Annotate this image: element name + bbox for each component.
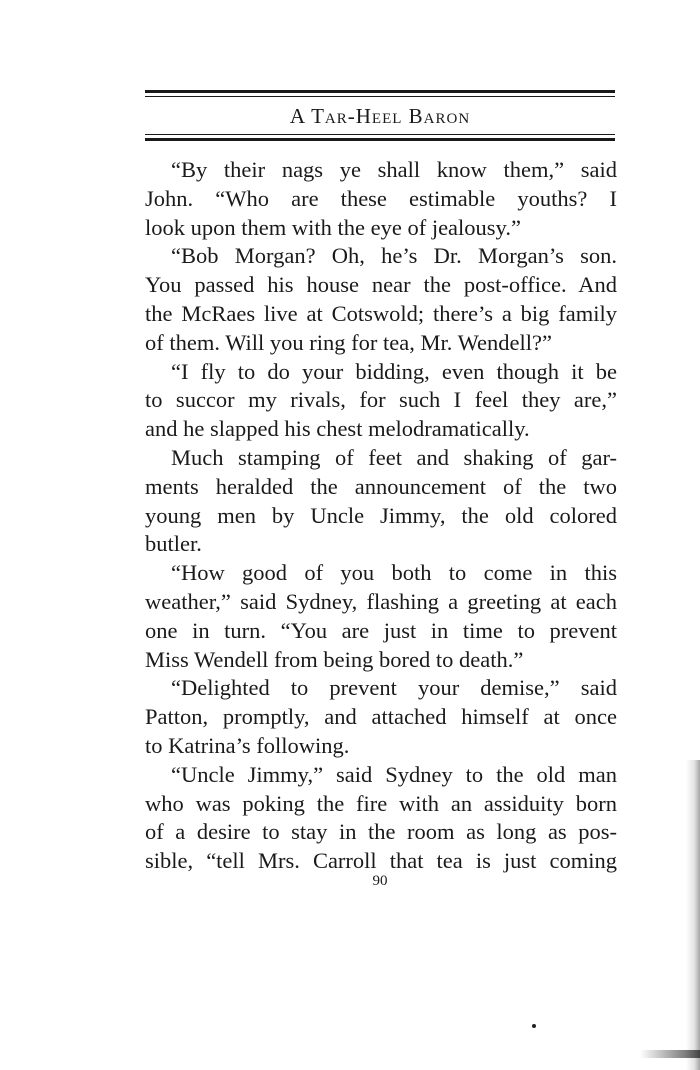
text-line: John. “Who are these estimable youths? I: [145, 185, 617, 211]
text-line: sible, “tell Mrs. Carroll that tea is just coming: [145, 848, 617, 874]
text-line: weather,” said Sydney, flashing a greeting at each: [145, 588, 617, 614]
text-line: and he slapped his chest melodramatically.: [145, 416, 530, 442]
head-rule-thick: [145, 138, 615, 141]
text-line: You passed his house near the post-office. And: [145, 272, 617, 298]
text-line: look upon them with the eye of jealousy.”: [145, 214, 521, 240]
print-speck: [532, 1024, 536, 1028]
text-line: Miss Wendell from being bored to death.”: [145, 646, 524, 672]
text-line: “I fly to do your bidding, even though it be: [171, 358, 617, 384]
text-line: the McRaes live at Cotswold; there’s a big family: [145, 300, 617, 326]
text-line: one in turn. “You are just in time to prevent: [145, 617, 617, 643]
head-rule-thin: [145, 134, 615, 135]
text-line: butler.: [145, 531, 202, 557]
text-line: to succor my rivals, for such I feel they are,”: [145, 387, 617, 413]
page-edge-shadow: [686, 760, 700, 1070]
text-line: “By their nags ye shall know them,” said: [171, 157, 617, 182]
top-rule-thick: [145, 90, 615, 93]
text-line: Patton, promptly, and attached himself at once: [145, 704, 617, 730]
text-line: ments heralded the announcement of the two: [145, 473, 617, 499]
text-line: young men by Uncle Jimmy, the old colored: [145, 502, 617, 528]
text-line: to Katrina’s following.: [145, 732, 350, 758]
text-line: “Uncle Jimmy,” said Sydney to the old man: [171, 761, 617, 787]
page-number: 90: [372, 873, 388, 889]
text-line: “How good of you both to come in this: [171, 560, 617, 586]
page-corner-shadow: [640, 1050, 700, 1058]
text-line: of them. Will you ring for tea, Mr. Wendell?”: [145, 329, 552, 355]
text-line: Much stamping of feet and shaking of gar-: [171, 444, 617, 470]
top-rule-thin: [145, 96, 615, 97]
running-head-tar-heel: Tar-Heel: [311, 104, 403, 128]
running-head: [145, 104, 615, 129]
text-line: “Bob Morgan? Oh, he’s Dr. Morgan’s son.: [171, 243, 617, 269]
running-head-baron: Baron: [408, 104, 471, 128]
running-head-article: A: [289, 104, 305, 128]
text-line: who was poking the fire with an assiduity born: [145, 790, 617, 816]
text-line: “Delighted to prevent your demise,” said: [171, 675, 617, 701]
body-text: [145, 156, 617, 876]
text-line: of a desire to stay in the room as long as pos-: [145, 819, 617, 845]
